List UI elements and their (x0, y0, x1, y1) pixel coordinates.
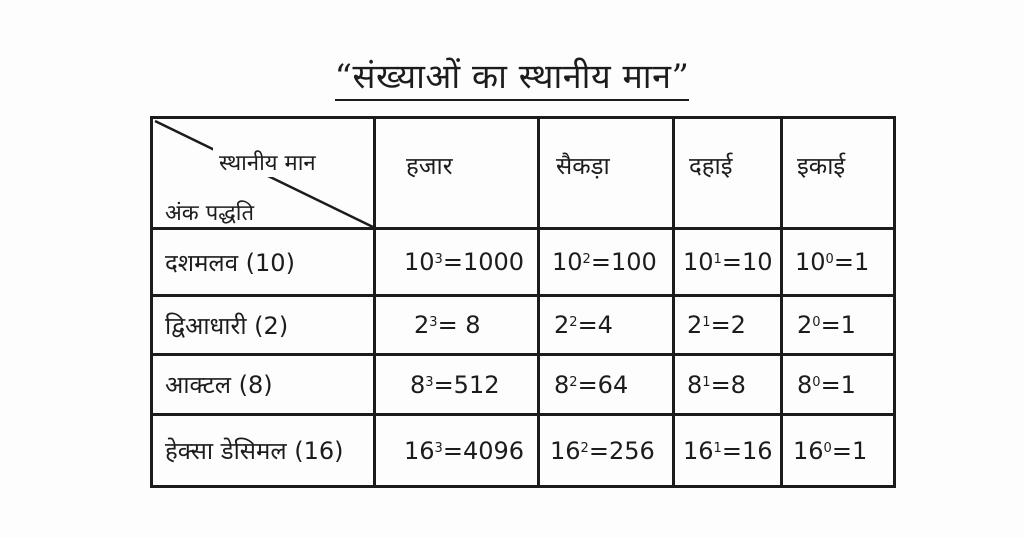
value-cell: 16 $^2$ =256 (550, 436, 655, 465)
row-label-decimal: दशमलव (10) (165, 248, 295, 277)
place-value-table (150, 116, 896, 488)
header-label: सैकड़ा (556, 152, 610, 180)
value-cell: 8 $^3$ =512 (410, 370, 500, 399)
value-cell: 2 $^3$ = 8 (414, 311, 481, 339)
title-text: “संख्याओं का स्थानीय मान” (335, 57, 690, 101)
value-cell: 8 $^1$ =8 (687, 370, 746, 399)
header-label: इकाई (797, 152, 846, 180)
header-hundred (540, 119, 672, 227)
corner-label-number-system: अंक पद्धति (165, 201, 255, 226)
value-cell: 16 $^1$ =16 (683, 436, 773, 465)
header-label: दहाई (689, 152, 733, 180)
value-cell: 2 $^2$ =4 (554, 311, 613, 339)
header-thousand (376, 119, 537, 227)
value-cell: 8 $^0$ =1 (797, 370, 856, 399)
row-label-hexadecimal: हेक्सा डेसिमल (16) (165, 437, 344, 465)
value-cell: 10 $^1$ =10 (683, 248, 773, 276)
value-cell: 8 $^2$ =64 (554, 370, 629, 399)
value-cell: 10 $^3$ =1000 (404, 248, 525, 276)
header-unit (783, 119, 893, 227)
value-cell: 16 $^0$ =1 (793, 436, 868, 465)
value-cell: 2 $^1$ =2 (687, 311, 746, 339)
corner-label-place-value: स्थानीय मान (213, 147, 322, 177)
value-cell: 10 $^2$ =100 (552, 248, 657, 276)
header-label: हजार (406, 152, 453, 180)
row-label-octal: आक्टल (8) (165, 371, 273, 399)
page-title (0, 52, 1024, 98)
value-cell: 10 $^0$ =1 (795, 248, 870, 276)
header-ten (675, 119, 780, 227)
row-label-binary: द्विआधारी (2) (165, 311, 289, 340)
value-cell: 16 $^3$ =4096 (404, 436, 525, 465)
value-cell: 2 $^0$ =1 (797, 311, 856, 339)
corner-header-cell (153, 119, 373, 227)
